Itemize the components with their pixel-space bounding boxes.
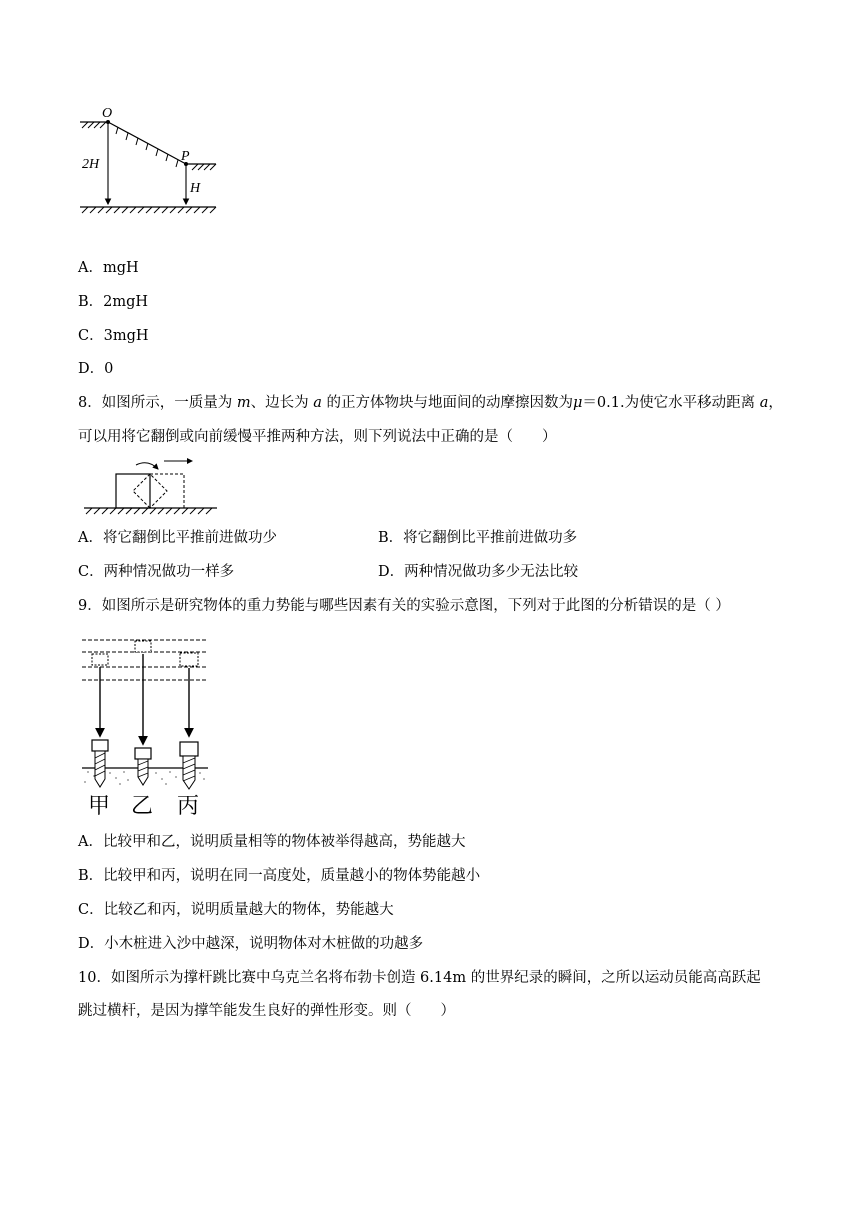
q7-option-c[interactable]: C．3mgH [78,328,149,344]
fig-label-jia: 甲 [88,794,111,819]
q7-option-d[interactable]: D．0 [78,361,114,377]
q8-option-d[interactable]: D．两种情况做功多少无法比较 [378,564,579,580]
incline-figure [78,100,223,220]
q8-option-c[interactable]: C．两种情况做功一样多 [78,564,235,580]
label-2H: 2H [82,157,100,172]
cube-figure [82,453,222,517]
q10-stem-line1: 10．如图所示为撑杆跳比赛中乌克兰名将布勃卡创造 6.14m 的世界纪录的瞬间，之所以运动员能高高跃起 [78,970,761,986]
q9-stem: 9．如图所示是研究物体的重力势能与哪些因素有关的实验示意图，下列对于此图的分析错误的是（ ） [78,598,730,614]
fig-label-bing: 丙 [177,794,200,819]
label-P: P [181,149,190,164]
fig-label-yi: 乙 [131,794,154,819]
q9-option-b[interactable]: B．比较甲和丙，说明在同一高度处，质量越小的物体势能越小 [78,868,481,884]
q7-option-a[interactable]: A．mgH [78,260,139,276]
q9-option-a[interactable]: A．比较甲和乙，说明质量相等的物体被举得越高，势能越大 [78,834,466,850]
label-H: H [190,181,201,196]
q7-option-b[interactable]: B．2mgH [78,294,149,310]
q8-stem-line1: 8．如图所示，一质量为 m、边长为 a 的正方体物块与地面间的动摩擦因数为μ＝0.1.为使它水平移动距离 a， [78,395,783,411]
q8-option-a[interactable]: A．将它翻倒比平推前进做功少 [78,530,277,546]
q9-option-d[interactable]: D．小木桩进入沙中越深，说明物体对木桩做的功越多 [78,936,424,952]
q10-stem-line2: 跳过横杆，是因为撑竿能发生良好的弹性形变。则（ ） [78,1003,455,1019]
q8-stem-line2: 可以用将它翻倒或向前缓慢平推两种方法，则下列说法中正确的是（ ） [78,429,557,445]
q8-option-b[interactable]: B．将它翻倒比平推前进做功多 [378,530,578,546]
q9-option-c[interactable]: C．比较乙和丙，说明质量越大的物体，势能越大 [78,902,394,918]
label-O: O [102,106,113,121]
